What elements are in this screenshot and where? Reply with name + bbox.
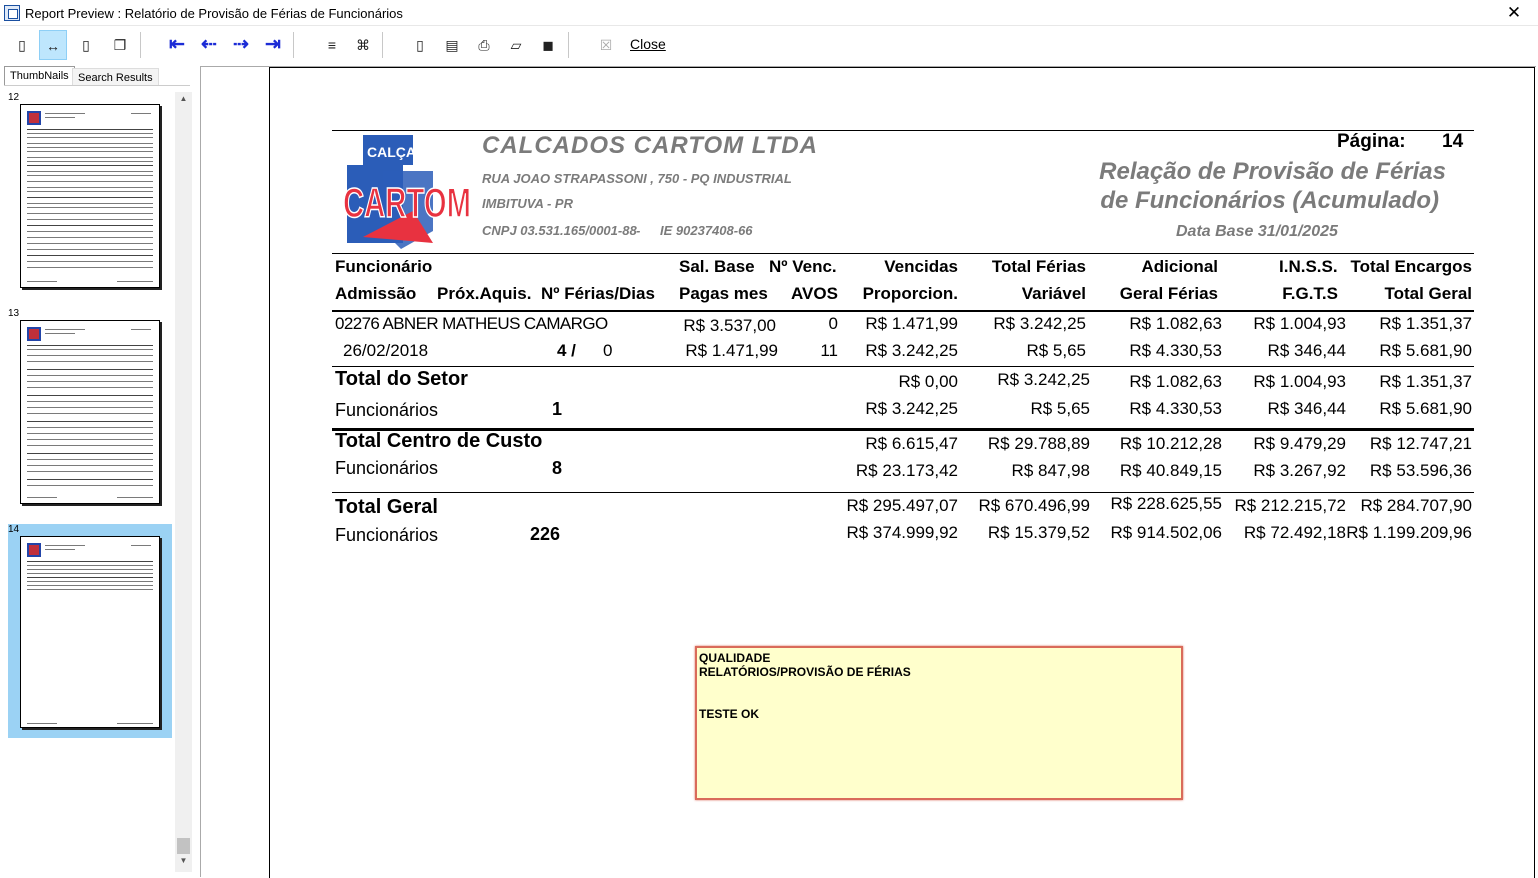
window-title: Report Preview : Relatório de Provisão de Férias de Funcionários [25,6,403,21]
geral-vencidas: R$ 295.497,07 [846,496,958,515]
employee-adicional: R$ 1.082,63 [1129,314,1222,333]
employee-avos: 11 [820,341,838,360]
setor-proporcion: R$ 3.242,25 [865,399,958,418]
centro-total-geral: R$ 53.596,36 [1369,461,1472,480]
report-viewer [200,66,1536,877]
setor-vencidas: R$ 0,00 [898,372,958,391]
geral-inss: R$ 212.215,72 [1234,496,1346,515]
centro-proporcion: R$ 23.173,42 [855,461,958,480]
scroll-down-icon[interactable]: ▼ [179,856,188,865]
employee-total-geral: R$ 5.681,90 [1379,341,1472,360]
next-page-icon[interactable]: ⇢ [233,34,249,55]
centro-label: Total Centro de Custo [335,430,543,452]
go-to-page-icon[interactable]: ≡ [327,37,337,53]
header-inss: I.N.S.S. [1279,257,1338,276]
previous-page-icon[interactable]: ⇠ [201,34,217,55]
address-line-2: IMBITUVA - PR [482,196,573,211]
centro-inss: R$ 9.479,29 [1253,434,1346,453]
setor-total-geral: R$ 5.681,90 [1379,399,1472,418]
toolbar [0,26,1538,64]
tab-search-results[interactable]: Search Results [72,68,159,87]
employee-inss: R$ 1.004,93 [1253,314,1346,333]
window-close-button[interactable]: ✕ [1506,3,1522,22]
geral-proporcion: R$ 374.999,92 [846,523,958,542]
employee-n-venc: 0 [828,314,838,333]
header-admissao: Admissão [335,284,417,303]
setor-inss: R$ 1.004,93 [1253,372,1346,391]
geral-func-label: Funcionários [335,525,439,545]
geral-count: 226 [530,524,561,544]
memo-line-1: QUALIDADE [699,651,771,665]
data-base: Data Base 31/01/2025 [1176,223,1338,240]
employee-name: 02276 ABNER MATHEUS CAMARGO [335,314,608,333]
geral-total-ferias: R$ 670.496,99 [978,496,1090,515]
header-total-geral: Total Geral [1384,284,1472,303]
cnpj: CNPJ 03.531.165/0001-88 [482,223,637,238]
thumbnail-image [20,536,160,728]
setor-count: 1 [552,399,563,419]
open-folder-icon[interactable]: ▱ [510,37,522,53]
header-n-ferias: Nº Férias/Dias [541,284,655,303]
header-fgts: F.G.T.S [1282,284,1338,303]
employee-n-ferias: 4 / [557,341,576,360]
header-adicional: Adicional [1141,257,1218,276]
employee-sal-base: R$ 3.537,00 [683,316,776,335]
page-label: Página: [1337,131,1406,152]
exit-icon[interactable]: ☒ [599,37,613,53]
centro-count: 8 [552,458,563,478]
header-geral-ferias: Geral Férias [1119,284,1218,303]
thumbnail-number: 13 [8,308,20,319]
header-total-encargos: Total Encargos [1350,257,1472,276]
header-avos: AVOS [791,284,838,303]
company-name: CALCADOS CARTOM LTDA [482,132,818,159]
header-vencidas: Vencidas [884,257,958,276]
address-line-1: RUA JOAO STRAPASSONI , 750 - PQ INDUSTRIAL [482,171,792,186]
close-button[interactable]: Close [630,36,666,52]
centro-total-encargos: R$ 12.747,21 [1369,434,1472,453]
header-variavel: Variável [1021,284,1086,303]
employee-total-ferias: R$ 3.242,25 [993,314,1086,333]
centro-total-ferias: R$ 29.788,89 [987,434,1090,453]
cartom-logo [343,131,471,249]
print-icon[interactable]: ⎙ [478,37,490,53]
centro-fgts: R$ 3.267,92 [1253,461,1346,480]
employee-dias: 0 [603,341,613,360]
printer-setup-icon[interactable]: ▤ [445,37,459,53]
setor-label: Total do Setor [335,368,468,390]
thumbnail-scrollbar[interactable] [175,92,192,872]
thumbnail-pane [4,85,190,877]
thumbnail-number: 12 [8,92,20,103]
report-page [269,67,1535,878]
scrollbar-thumb[interactable] [177,838,190,854]
app-icon [4,5,20,21]
scroll-up-icon[interactable]: ▲ [179,94,188,103]
centro-adicional: R$ 10.212,28 [1119,434,1222,453]
employee-fgts: R$ 346,44 [1267,341,1346,360]
thumbnail-number: 14 [8,524,20,535]
binoculars-icon[interactable]: ⌘ [356,37,370,53]
setor-total-ferias: R$ 3.242,25 [997,370,1090,389]
page-number: 14 [1442,131,1464,152]
last-page-icon[interactable]: ⇥ [265,34,281,55]
save-disk-icon[interactable]: ◼ [542,37,554,53]
report-title-line-1: Relação de Provisão de Férias [1099,158,1446,185]
centro-geral-ferias: R$ 40.849,15 [1119,461,1222,480]
employee-total-encargos: R$ 1.351,37 [1379,314,1472,333]
setor-fgts: R$ 346,44 [1267,399,1346,418]
header-sal-base: Sal. Base [679,257,755,276]
header-n-venc: Nº Venc. [769,257,837,276]
setor-variavel: R$ 5,65 [1030,399,1090,418]
thumbnail-image [20,320,160,504]
geral-fgts: R$ 72.492,18 [1243,523,1346,542]
ie: IE 90237408-66 [660,223,753,238]
header-proporcion: Proporcion. [862,284,958,303]
report-title-line-2: de Funcionários (Acumulado) [1100,187,1439,214]
header-total-ferias: Total Férias [991,257,1086,276]
logo-text-main: CARTOM [343,179,471,226]
employee-admissao: 26/02/2018 [343,341,429,360]
geral-total-encargos: R$ 284.707,90 [1360,496,1472,515]
setor-adicional: R$ 1.082,63 [1129,372,1222,391]
thumbnail-page-14[interactable] [8,524,172,738]
memo-line-3: TESTE OK [699,707,760,721]
setor-func-label: Funcionários [335,400,439,420]
thumbnail-page-13[interactable] [8,308,172,518]
single-page-icon[interactable]: ▯ [18,37,26,53]
ie-separator: - [636,223,641,238]
employee-pagas-mes: R$ 1.471,99 [685,341,778,360]
tab-thumbnails[interactable]: ThumbNails [4,66,75,85]
setor-total-encargos: R$ 1.351,37 [1379,372,1472,391]
full-page-icon[interactable]: ▯ [82,37,90,53]
page-width-icon[interactable]: ↔ [39,30,67,60]
thumbnail-page-12[interactable] [8,92,172,302]
geral-variavel: R$ 15.379,52 [987,523,1090,542]
multi-page-icon[interactable]: ❐ [113,37,127,53]
header-prox-aquis: Próx.Aquis. [437,284,532,303]
geral-label: Total Geral [335,496,438,518]
page-setup-icon[interactable]: ▯ [416,37,424,53]
thumbnail-image [20,104,160,288]
employee-proporcion: R$ 3.242,25 [865,341,958,360]
centro-vencidas: R$ 6.615,47 [865,434,958,453]
first-page-icon[interactable]: ⇤ [169,34,185,55]
geral-adicional: R$ 228.625,55 [1110,494,1222,513]
logo-text-top: CALÇADOS [367,144,447,160]
employee-vencidas: R$ 1.471,99 [865,314,958,333]
setor-geral-ferias: R$ 4.330,53 [1129,399,1222,418]
title-bar [0,0,1538,26]
geral-total-geral: R$ 1.199.209,96 [1346,523,1472,542]
header-funcionario: Funcionário [335,257,433,276]
header-pagas-mes: Pagas mes [679,284,768,303]
centro-variavel: R$ 847,98 [1011,461,1090,480]
memo-line-2: RELATÓRIOS/PROVISÃO DE FÉRIAS [699,665,911,679]
geral-geral-ferias: R$ 914.502,06 [1110,523,1222,542]
centro-func-label: Funcionários [335,458,439,478]
employee-variavel: R$ 5,65 [1026,341,1086,360]
memo-note [695,646,1183,800]
employee-geral-ferias: R$ 4.330,53 [1129,341,1222,360]
